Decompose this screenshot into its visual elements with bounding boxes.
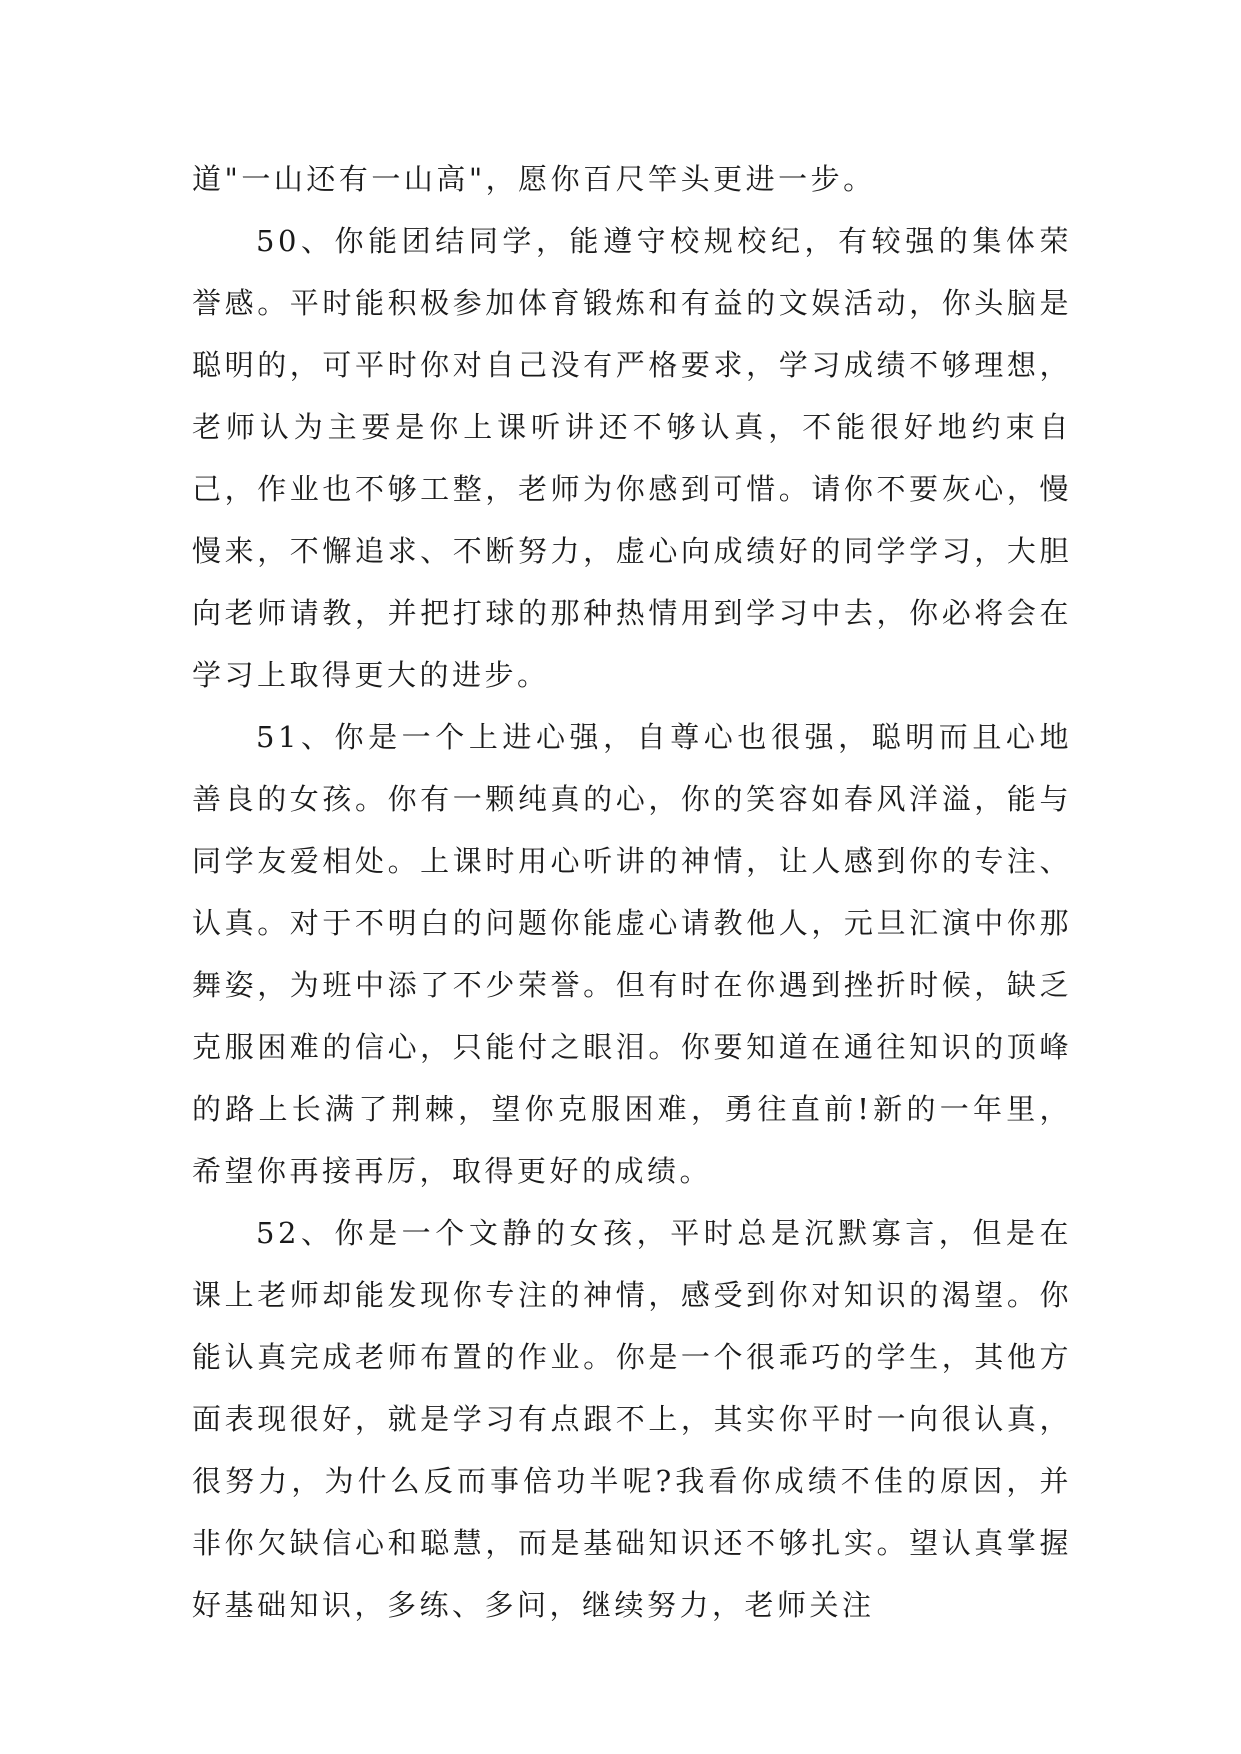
paragraph-continuation: 道"一山还有一山高"，愿你百尺竿头更进一步。 bbox=[192, 162, 876, 196]
paragraph-comment-50: 50、你能团结同学，能遵守校规校纪，有较强的集体荣誉感。平时能积极参加体育锻炼和有益的文娱活动，你头脑是聪明的，可平时你对自己没有严格要求，学习成绩不够理想，老师认为主要是你上课听讲还不够认真，不能很好地约束自己，作业也不够工整，老师为你感到可惜。请你不要灰心，慢慢来，不懈追求、不断努力，虚心向成绩好的同学学习，大胆向老师请教，并把打球的那种热情用到学习中去，你必将会在学习上取得更大的进步。 bbox=[192, 224, 1072, 692]
paragraph-comment-52: 52、你是一个文静的女孩，平时总是沉默寡言，但是在课上老师却能发现你专注的神情，感受到你对知识的渴望。你能认真完成老师布置的作业。你是一个很乖巧的学生，其他方面表现很好，就是学习有点跟不上，其实你平时一向很认真，很努力，为什么反而事倍功半呢?我看你成绩不佳的原因，并非你欠缺信心和聪慧，而是基础知识还不够扎实。望认真掌握好基础知识，多练、多问，继续努力，老师关注 bbox=[192, 1216, 1072, 1622]
paragraph-comment-51: 51、你是一个上进心强，自尊心也很强，聪明而且心地善良的女孩。你有一颗纯真的心，你的笑容如春风洋溢，能与同学友爱相处。上课时用心听讲的神情，让人感到你的专注、认真。对于不明白的问题你能虚心请教他人，元旦汇演中你那舞姿，为班中添了不少荣誉。但有时在你遇到挫折时候，缺乏克服困难的信心，只能付之眼泪。你要知道在通往知识的顶峰的路上长满了荆棘，望你克服困难，勇往直前!新的一年里，希望你再接再厉，取得更好的成绩。 bbox=[192, 720, 1072, 1188]
document-body bbox=[192, 148, 1072, 1636]
